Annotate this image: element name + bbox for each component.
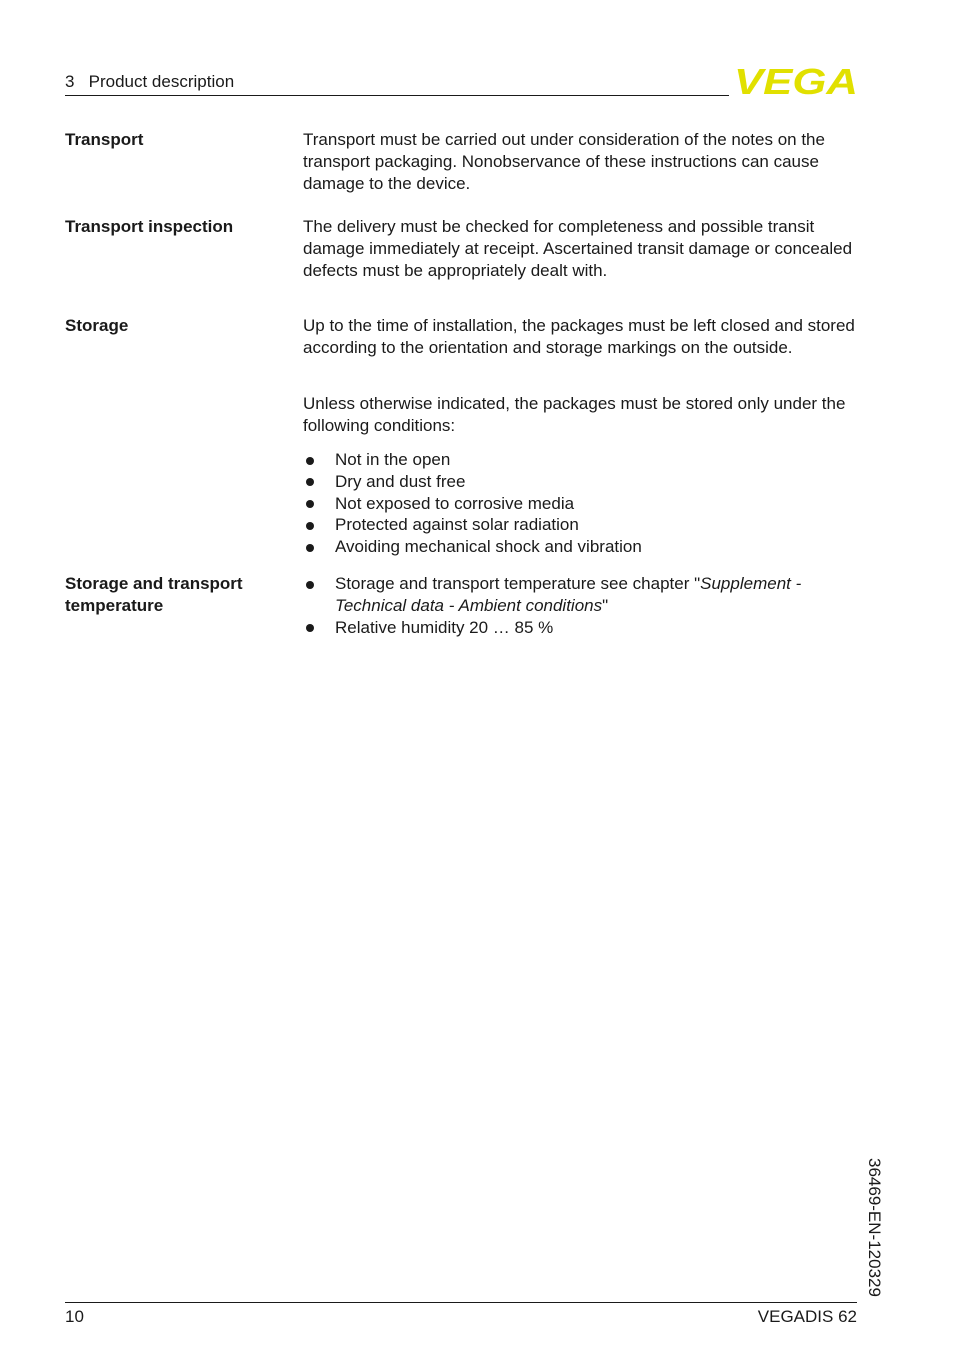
logo-text: VEGA <box>734 64 858 98</box>
label-storage: Storage <box>65 316 129 335</box>
bullet-icon <box>306 500 314 508</box>
section-heading: 3 Product description <box>65 72 235 91</box>
storage-temperature-list <box>303 573 863 638</box>
footer-divider <box>65 1302 857 1303</box>
product-name: VEGADIS 62 <box>757 1307 857 1326</box>
header-divider <box>65 95 729 96</box>
bullet-icon <box>306 457 314 465</box>
paragraph-transport-inspection: The delivery must be checked for completeness and possible transit damage immediately at receipt. Ascertained transit damage or concealed defects must be appropriately dealt with. <box>303 217 853 280</box>
vega-logo <box>733 64 859 98</box>
list-item: Storage and transport temperature see chapter "Supplement - Technical data - Ambient conditions" <box>303 573 863 617</box>
paragraph-storage-2: Unless otherwise indicated, the packages must be stored only under the following conditions: <box>303 394 846 435</box>
list-item: Dry and dust free <box>303 471 863 493</box>
label-transport-inspection: Transport inspection <box>65 217 234 236</box>
label-storage-temperature: Storage and transport temperature <box>65 574 243 615</box>
label-transport: Transport <box>65 130 144 149</box>
list-item: Avoiding mechanical shock and vibration <box>303 536 863 558</box>
bullet-icon <box>306 478 314 486</box>
bullet-icon <box>306 522 314 530</box>
storage-conditions-list <box>303 449 863 558</box>
list-item: Not in the open <box>303 449 863 471</box>
paragraph-transport: Transport must be carried out under consideration of the notes on the transport packaging. Nonobservance of these instructions can cause damage to the device. <box>303 130 825 193</box>
list-item: Protected against solar radiation <box>303 514 863 536</box>
document-id: 36469-EN-120329 <box>865 1158 884 1297</box>
bullet-icon <box>306 544 314 552</box>
page-number: 10 <box>65 1307 84 1326</box>
bullet-icon <box>306 581 314 589</box>
bullet-icon <box>306 624 314 632</box>
list-item: Not exposed to corrosive media <box>303 493 863 515</box>
paragraph-storage-1: Up to the time of installation, the packages must be left closed and stored according to the orientation and storage markings on the outside. <box>303 316 855 357</box>
list-item: Relative humidity 20 … 85 % <box>303 617 863 639</box>
